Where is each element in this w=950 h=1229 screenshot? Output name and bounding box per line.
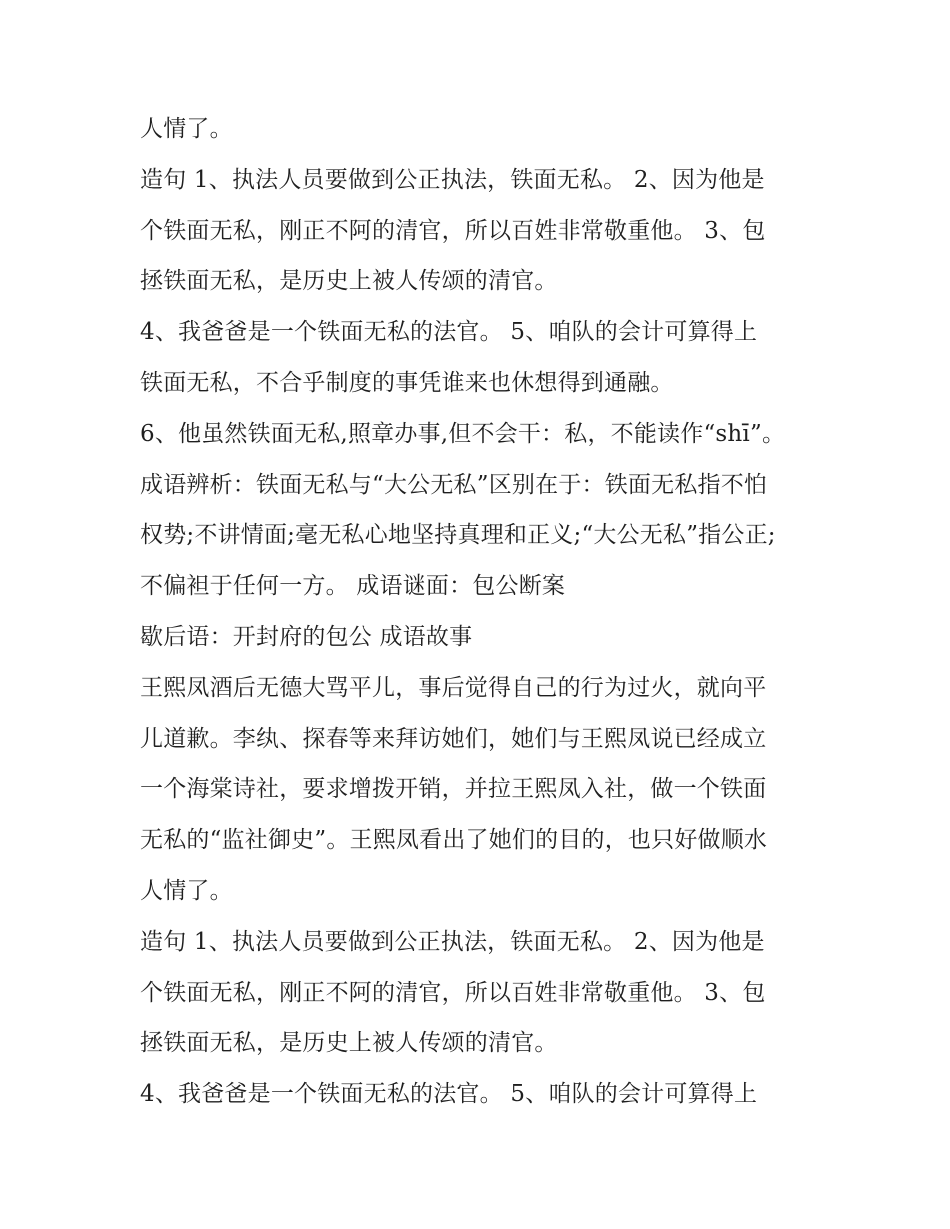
text-line: 4、我爸爸是一个铁面无私的法官。 5、咱队的会计可算得上 xyxy=(140,319,758,346)
text-line: 拯铁面无私，是历史上被人传颂的清官。 xyxy=(140,1030,558,1057)
text-line: 6、他虽然铁面无私,照章办事,但不会干：私，不能读作“shī”。 xyxy=(140,420,786,447)
text-line: 造句 1、执法人员要做到公正执法，铁面无私。 2、因为他是 xyxy=(140,166,765,193)
text-line: 王熙凤酒后无德大骂平儿，事后觉得自己的行为过火，就向平 xyxy=(140,674,767,701)
text-line: 人情了。 xyxy=(140,116,233,142)
text-line: 无私的“监社御史”。王熙凤看出了她们的目的，也只好做顺水 xyxy=(140,827,768,854)
text-line: 4、我爸爸是一个铁面无私的法官。 5、咱队的会计可算得上 xyxy=(140,1081,758,1108)
text-line: 人情了。 xyxy=(140,877,233,904)
text-line: 拯铁面无私，是历史上被人传颂的清官。 xyxy=(140,268,558,295)
text-line: 造句 1、执法人员要做到公正执法，铁面无私。 2、因为他是 xyxy=(140,928,765,955)
text-line: 儿道歉。李纨、探春等来拜访她们，她们与王熙凤说已经成立 xyxy=(140,725,767,752)
document-body xyxy=(140,104,830,1120)
text-line: 成语辨析：铁面无私与“大公无私”区别在于：铁面无私指不怕 xyxy=(140,471,768,498)
text-line: 一个海棠诗社，要求增拨开销，并拉王熙凤入社，做一个铁面 xyxy=(140,776,767,803)
text-line: 不偏袒于任何一方。 成语谜面：包公断案 xyxy=(140,573,566,600)
text-line: 个铁面无私，刚正不阿的清官，所以百姓非常敬重他。 3、包 xyxy=(140,979,766,1006)
text-line: 个铁面无私，刚正不阿的清官，所以百姓非常敬重他。 3、包 xyxy=(140,217,766,244)
text-line: 权势;不讲情面;毫无私心地坚持真理和正义;“大公无私”指公正; xyxy=(140,522,776,549)
text-line: 歇后语：开封府的包公 成语故事 xyxy=(140,623,473,650)
text-line: 铁面无私，不合乎制度的事凭谁来也休想得到通融。 xyxy=(140,369,674,396)
